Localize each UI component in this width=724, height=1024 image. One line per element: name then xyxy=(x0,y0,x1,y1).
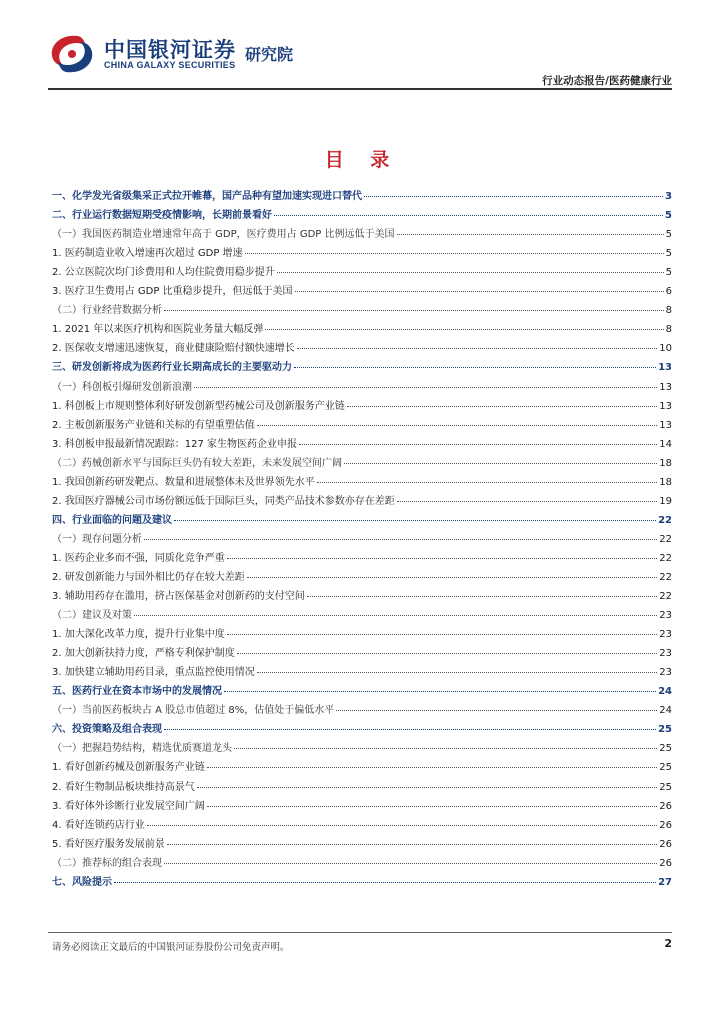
toc-leader-dots xyxy=(297,348,658,349)
toc-leader-dots xyxy=(207,806,658,807)
toc-entry-page[interactable]: 25 xyxy=(659,743,672,755)
toc-entry-label[interactable]: （二）药械创新水平与国际巨头仍有较大差距，未来发展空间广阔 xyxy=(52,457,342,469)
toc-entry-label[interactable]: 2. 研发创新能力与国外相比仍存在较大差距 xyxy=(52,571,245,583)
page-header xyxy=(0,0,724,100)
toc-entry-page[interactable]: 5 xyxy=(665,248,672,260)
toc-leader-dots xyxy=(265,329,663,330)
toc-entry[interactable] xyxy=(52,735,672,754)
toc-entry-label[interactable]: 五、医药行业在资本市场中的发展情况 xyxy=(52,686,222,698)
toc-entry-page[interactable]: 23 xyxy=(659,610,672,622)
toc-entry-page[interactable]: 22 xyxy=(659,571,672,583)
toc-entry-label[interactable]: 1. 2021 年以来医疗机构和医院业务量大幅反弹 xyxy=(52,324,264,336)
toc-entry[interactable] xyxy=(52,850,672,869)
toc-entry-label[interactable]: （一）我国医药制造业增速常年高于 GDP，医疗费用占 GDP 比例远低于美国 xyxy=(52,229,395,241)
toc-leader-dots xyxy=(164,729,656,730)
toc-entry-page[interactable]: 26 xyxy=(659,838,672,850)
toc-entry-page[interactable]: 5 xyxy=(665,229,672,241)
footer-disclaimer: 请务必阅读正文最后的中国银河证券股份公司免责声明。 xyxy=(52,942,290,953)
toc-entry[interactable] xyxy=(52,393,672,412)
toc-leader-dots xyxy=(274,215,663,216)
toc-entry-label[interactable]: （一）科创板引爆研发创新浪潮 xyxy=(52,381,192,393)
toc-entry-label[interactable]: 5. 看好医疗服务发展前景 xyxy=(52,838,165,850)
toc-entry[interactable] xyxy=(52,488,672,507)
toc-entry[interactable] xyxy=(52,183,672,202)
toc-entry[interactable] xyxy=(52,335,672,354)
toc-leader-dots xyxy=(344,463,657,464)
toc-entry-label[interactable]: 3. 医疗卫生费用占 GDP 比重稳步提升，但远低于美国 xyxy=(52,286,293,298)
toc-entry-label[interactable]: 六、投资策略及组合表现 xyxy=(52,724,162,736)
toc-entry[interactable] xyxy=(52,831,672,850)
toc-entry-page[interactable]: 8 xyxy=(665,324,672,336)
toc-leader-dots xyxy=(307,596,658,597)
report-category: 行业动态报告/医药健康行业 xyxy=(542,75,672,87)
toc-entry-page[interactable]: 26 xyxy=(659,819,672,831)
toc-entry[interactable] xyxy=(52,697,672,716)
toc-entry-label[interactable]: 3. 辅助用药存在滥用，挤占医保基金对创新药的支付空间 xyxy=(52,591,305,603)
toc-entry-page[interactable]: 27 xyxy=(658,876,672,888)
toc-leader-dots xyxy=(197,787,658,788)
toc-entry-page[interactable]: 18 xyxy=(659,476,672,488)
toc-leader-dots xyxy=(147,825,658,826)
toc-leader-dots xyxy=(164,863,657,864)
toc-entry-page[interactable]: 23 xyxy=(659,667,672,679)
toc-leader-dots xyxy=(144,539,657,540)
toc-leader-dots xyxy=(277,272,664,273)
toc-entry[interactable] xyxy=(52,202,672,221)
toc-entry-page[interactable]: 14 xyxy=(659,438,672,450)
toc-entry-page[interactable]: 13 xyxy=(659,419,672,431)
toc-entry[interactable] xyxy=(52,373,672,392)
toc-leader-dots xyxy=(245,253,664,254)
toc-entry-page[interactable]: 25 xyxy=(659,781,672,793)
toc-entry[interactable] xyxy=(52,278,672,297)
toc-entry-label[interactable]: 3. 看好体外诊断行业发展空间广阔 xyxy=(52,800,205,812)
toc-entry-page[interactable]: 5 xyxy=(665,267,672,279)
brand-name-cn: 中国银河证券 xyxy=(104,38,236,62)
toc-entry-page[interactable]: 26 xyxy=(659,800,672,812)
toc-leader-dots xyxy=(347,406,658,407)
toc-entry[interactable] xyxy=(52,507,672,526)
toc-entry-page[interactable]: 22 xyxy=(659,552,672,564)
toc-entry-label[interactable]: 1. 医药制造业收入增速再次超过 GDP 增速 xyxy=(52,248,243,260)
toc-entry-page[interactable]: 22 xyxy=(658,514,672,526)
toc-leader-dots xyxy=(257,672,658,673)
toc-entry[interactable] xyxy=(52,583,672,602)
toc-entry-label[interactable]: 2. 公立医院次均门诊费用和人均住院费用稳步提升 xyxy=(52,267,275,279)
toc-leader-dots xyxy=(299,444,657,445)
toc-entry-page[interactable]: 3 xyxy=(665,191,672,203)
toc-entry-label[interactable]: 2. 医保收支增速迅速恢复，商业健康险赔付额快速增长 xyxy=(52,343,295,355)
toc-leader-dots xyxy=(237,653,658,654)
toc-entry[interactable] xyxy=(52,297,672,316)
toc-entry-label[interactable]: 3. 科创板申报最新情况跟踪：127 家生物医药企业申报 xyxy=(52,438,297,450)
toc-entry[interactable] xyxy=(52,316,672,335)
brand-name-en: CHINA GALAXY SECURITIES xyxy=(104,60,236,70)
toc-entry[interactable] xyxy=(52,678,672,697)
toc-entry-label[interactable]: （一）当前医药板块占 A 股总市值超过 8%，估值处于偏低水平 xyxy=(52,705,335,717)
toc-entry-label[interactable]: 四、行业面临的问题及建议 xyxy=(52,514,172,526)
toc-leader-dots xyxy=(294,367,656,368)
toc-entry-label[interactable]: （二）行业经营数据分析 xyxy=(52,305,162,317)
toc-entry-label[interactable]: 1. 看好创新药械及创新服务产业链 xyxy=(52,762,205,774)
toc-leader-dots xyxy=(397,234,664,235)
toc-entry-page[interactable]: 26 xyxy=(659,857,672,869)
toc-entry[interactable] xyxy=(52,412,672,431)
toc-entry-label[interactable]: （二）建议及对策 xyxy=(52,610,132,622)
toc-entry[interactable] xyxy=(52,659,672,678)
toc-leader-dots xyxy=(224,691,656,692)
toc-entry[interactable] xyxy=(52,869,672,888)
toc-entry-page[interactable]: 19 xyxy=(659,495,672,507)
toc-entry-label[interactable]: （一）现存问题分析 xyxy=(52,533,142,545)
toc-leader-dots xyxy=(234,748,657,749)
toc-leader-dots xyxy=(174,520,656,521)
toc-leader-dots xyxy=(114,882,656,883)
table-of-contents xyxy=(52,183,672,888)
toc-leader-dots xyxy=(164,310,664,311)
toc-leader-dots xyxy=(295,291,664,292)
toc-entry-page[interactable]: 23 xyxy=(659,648,672,660)
toc-entry-page[interactable]: 13 xyxy=(658,362,672,374)
toc-entry[interactable] xyxy=(52,812,672,831)
toc-entry-page[interactable]: 13 xyxy=(659,381,672,393)
footer-divider xyxy=(48,932,672,933)
toc-entry[interactable] xyxy=(52,221,672,240)
toc-entry[interactable] xyxy=(52,469,672,488)
toc-entry[interactable] xyxy=(52,602,672,621)
toc-entry-page[interactable]: 5 xyxy=(665,210,672,222)
toc-entry[interactable] xyxy=(52,640,672,659)
toc-leader-dots xyxy=(227,634,658,635)
toc-entry-page[interactable]: 24 xyxy=(659,705,672,717)
toc-entry-label[interactable]: 一、化学发光省级集采正式拉开帷幕，国产品种有望加速实现进口替代 xyxy=(52,191,362,203)
toc-entry-label[interactable]: 1. 科创板上市规则整体利好研发创新型药械公司及创新服务产业链 xyxy=(52,400,345,412)
toc-entry-label[interactable]: 2. 主板创新服务产业链和关标的有望重塑估值 xyxy=(52,419,255,431)
page-number: 2 xyxy=(664,937,672,950)
toc-leader-dots xyxy=(227,558,658,559)
toc-entry-label[interactable]: （二）推荐标的组合表现 xyxy=(52,857,162,869)
toc-entry[interactable] xyxy=(52,793,672,812)
toc-entry-label[interactable]: 4. 看好连锁药店行业 xyxy=(52,819,145,831)
toc-entry-label[interactable]: 二、行业运行数据短期受疫情影响，长期前景看好 xyxy=(52,210,272,222)
toc-entry[interactable] xyxy=(52,431,672,450)
toc-leader-dots xyxy=(397,501,658,502)
toc-entry-page[interactable]: 22 xyxy=(659,533,672,545)
toc-entry[interactable] xyxy=(52,450,672,469)
toc-entry[interactable] xyxy=(52,621,672,640)
toc-leader-dots xyxy=(194,387,657,388)
toc-leader-dots xyxy=(247,577,658,578)
toc-entry-label[interactable]: （一）把握趋势结构，精选优质赛道龙头 xyxy=(52,743,232,755)
toc-entry[interactable] xyxy=(52,716,672,735)
toc-entry-label[interactable]: 3. 加快建立辅助用药目录，重点监控使用情况 xyxy=(52,667,255,679)
toc-entry[interactable] xyxy=(52,526,672,545)
toc-entry-page[interactable]: 25 xyxy=(659,762,672,774)
toc-entry-label[interactable]: 1. 我国创新药研发靶点、数量和进展整体未及世界领先水平 xyxy=(52,476,315,488)
toc-title: 目 录 xyxy=(324,149,400,171)
toc-leader-dots xyxy=(317,482,658,483)
toc-entry[interactable] xyxy=(52,545,672,564)
toc-entry[interactable] xyxy=(52,354,672,373)
toc-entry[interactable] xyxy=(52,259,672,278)
toc-entry-page[interactable]: 22 xyxy=(659,591,672,603)
toc-entry-page[interactable]: 13 xyxy=(659,400,672,412)
toc-leader-dots xyxy=(207,767,658,768)
toc-leader-dots xyxy=(336,710,657,711)
toc-entry-page[interactable]: 18 xyxy=(659,457,672,469)
toc-leader-dots xyxy=(167,844,658,845)
toc-entry-page[interactable]: 8 xyxy=(665,305,672,317)
header-divider xyxy=(48,88,672,90)
toc-entry-page[interactable]: 10 xyxy=(659,343,672,355)
toc-entry-label[interactable]: 三、研发创新将成为医药行业长期高成长的主要驱动力 xyxy=(52,362,292,374)
toc-entry-label[interactable]: 1. 加大深化改革力度，提升行业集中度 xyxy=(52,629,225,641)
toc-entry[interactable] xyxy=(52,564,672,583)
toc-entry[interactable] xyxy=(52,754,672,773)
toc-leader-dots xyxy=(134,615,657,616)
toc-entry-page[interactable]: 6 xyxy=(665,286,672,298)
toc-entry[interactable] xyxy=(52,773,672,792)
toc-entry-page[interactable]: 25 xyxy=(658,724,672,736)
toc-entry-page[interactable]: 24 xyxy=(658,686,672,698)
toc-entry-label[interactable]: 1. 医药企业多而不强，同质化竞争严重 xyxy=(52,552,225,564)
toc-entry-page[interactable]: 23 xyxy=(659,629,672,641)
galaxy-logo-icon xyxy=(48,32,96,76)
toc-entry-label[interactable]: 2. 加大创新扶持力度，严格专利保护制度 xyxy=(52,648,235,660)
toc-leader-dots xyxy=(257,425,658,426)
institute-label: 研究院 xyxy=(245,45,294,64)
toc-entry-label[interactable]: 2. 看好生物制品板块维持高景气 xyxy=(52,781,195,793)
toc-entry[interactable] xyxy=(52,240,672,259)
toc-entry-label[interactable]: 七、风险提示 xyxy=(52,876,112,888)
toc-entry-label[interactable]: 2. 我国医疗器械公司市场份额远低于国际巨头，同类产品技术参数亦存在差距 xyxy=(52,495,395,507)
toc-leader-dots xyxy=(364,196,663,197)
